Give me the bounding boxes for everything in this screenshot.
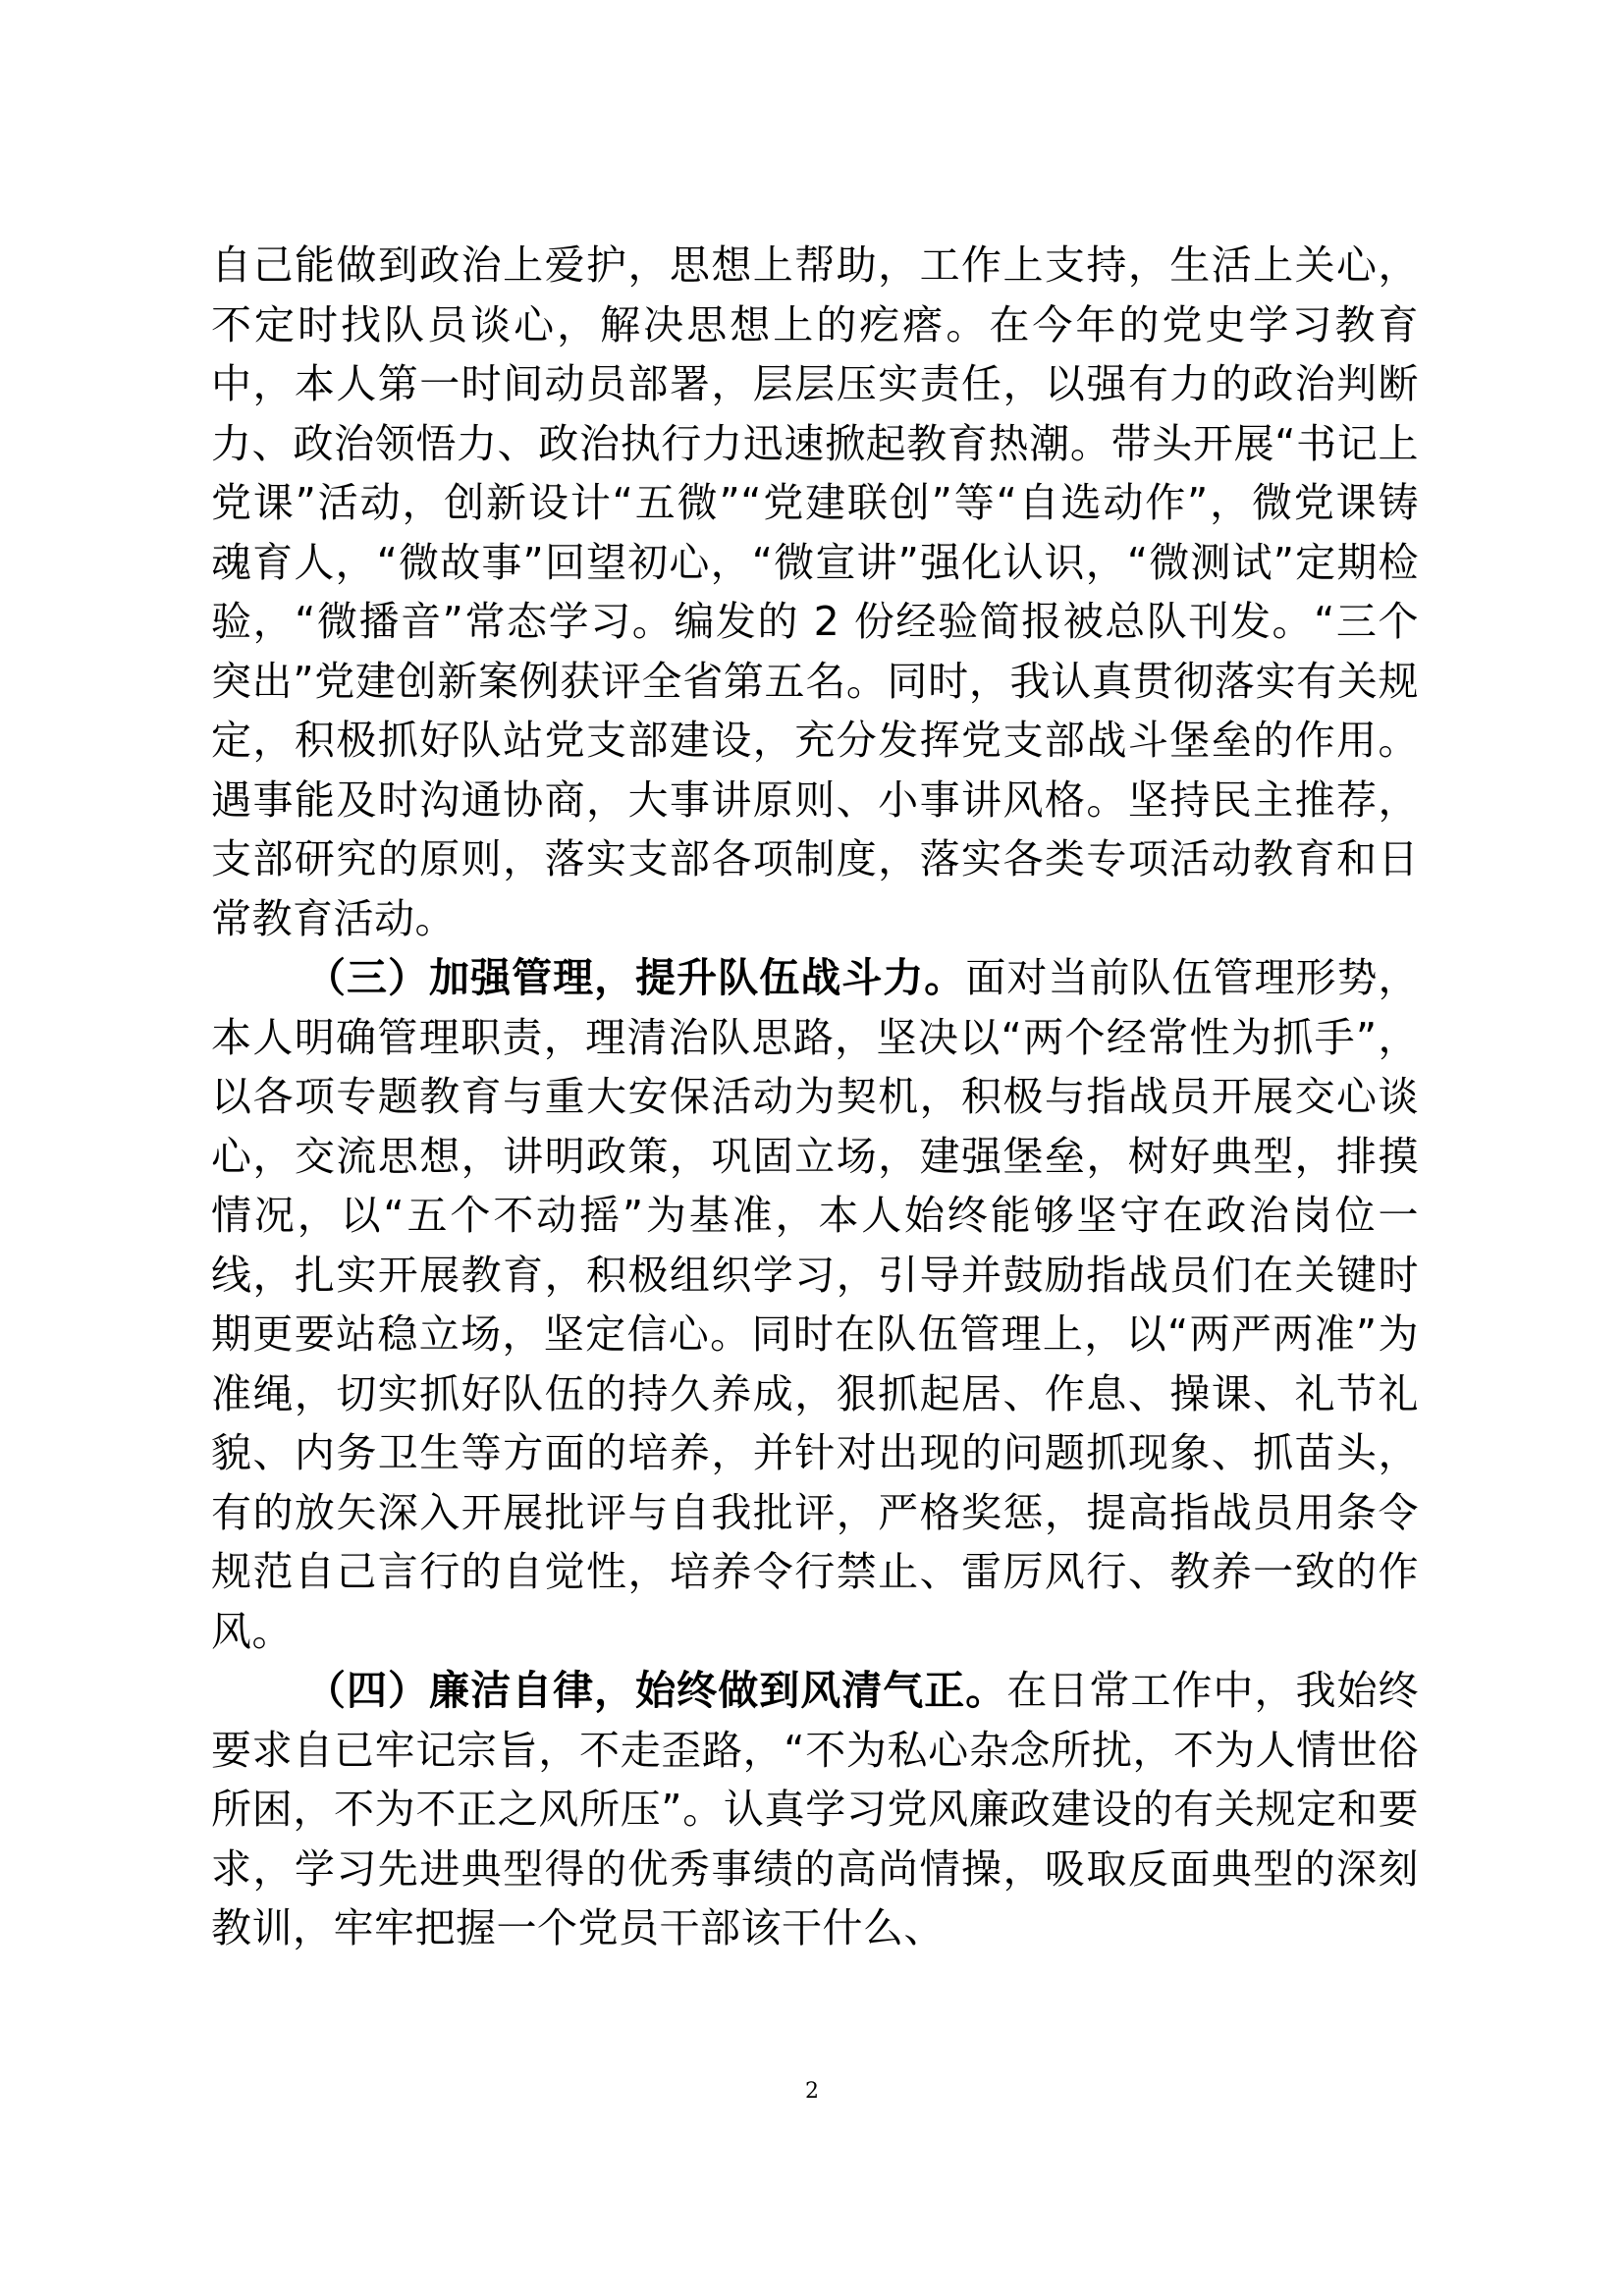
paragraph-2-text: 面对当前队伍管理形势，本人明确管理职责，理清治队思路，坚决以“两个经常性为抓手”，以各项专题教育与重大安保活动为契机，积极与指战员开展交心谈心，交流思想，讲明政策，巩固立场，建强堡垒，树好典型，排摸情况，以“五个不动摇”为基准，本人始终能够坚守在政治岗位一线，扎实开展教育，积极组织学习，引导并鼓励指战员们在关键时期更要站稳立场，坚定信心。同时在队伍管理上，以“两严两准”为准绳，切实抓好队伍的持久养成，狠抓起居、作息、操课、礼节礼貌、内务卫生等方面的培养，并针对出现的问题抓现象、抓苗头，有的放矢深入开展批评与自我批评，严格奖惩，提高指战员用条令规范自己言行的自觉性，培养令行禁止、雷厉风行、教养一致的作风。 bbox=[211, 954, 1420, 1655]
paragraph-3-text: 在日常工作中，我始终要求自已牢记宗旨，不走歪路，“不为私心杂念所扰，不为人情世俗所困，不为不正之风所压”。认真学习党风廉政建设的有关规定和要求，学习先进典型得的优秀事绩的高尚情操，吸取反面典型的深刻教训，牢牢把握一个党员干部该干什么、 bbox=[211, 1667, 1420, 1951]
paragraph-3 bbox=[211, 1661, 1419, 1958]
section-heading-4: （四）廉洁自律，始终做到风清气正。 bbox=[305, 1667, 1007, 1714]
paragraph-1 bbox=[211, 236, 1419, 948]
document-body bbox=[211, 236, 1419, 1958]
section-heading-3: （三）加强管理，提升队伍战斗力。 bbox=[305, 954, 966, 1001]
paragraph-1-text: 自己能做到政治上爱护，思想上帮助，工作上支持，生活上关心，不定时找队员谈心，解决思想上的疙瘩。在今年的党史学习教育中，本人第一时间动员部署，层层压实责任，以强有力的政治判断力、政治领悟力、政治执行力迅速掀起教育热潮。带头开展“书记上党课”活动，创新设计“五微”“党建联创”等“自选动作”，微党课铸魂育人，“微故事”回望初心，“微宣讲”强化认识，“微测试”定期检验，“微播音”常态学习。编发的 2 份经验简报被总队刊发。“三个突出”党建创新案例获评全省第五名。同时，我认真贯彻落实有关规定，积极抓好队站党支部建设，充分发挥党支部战斗堡垒的作用。遇事能及时沟通协商，大事讲原则、小事讲风格。坚持民主推荐，支部研究的原则，落实支部各项制度，落实各类专项活动教育和日常教育活动。 bbox=[211, 241, 1419, 942]
page-number: 2 bbox=[805, 2079, 819, 2104]
paragraph-2 bbox=[211, 948, 1419, 1661]
